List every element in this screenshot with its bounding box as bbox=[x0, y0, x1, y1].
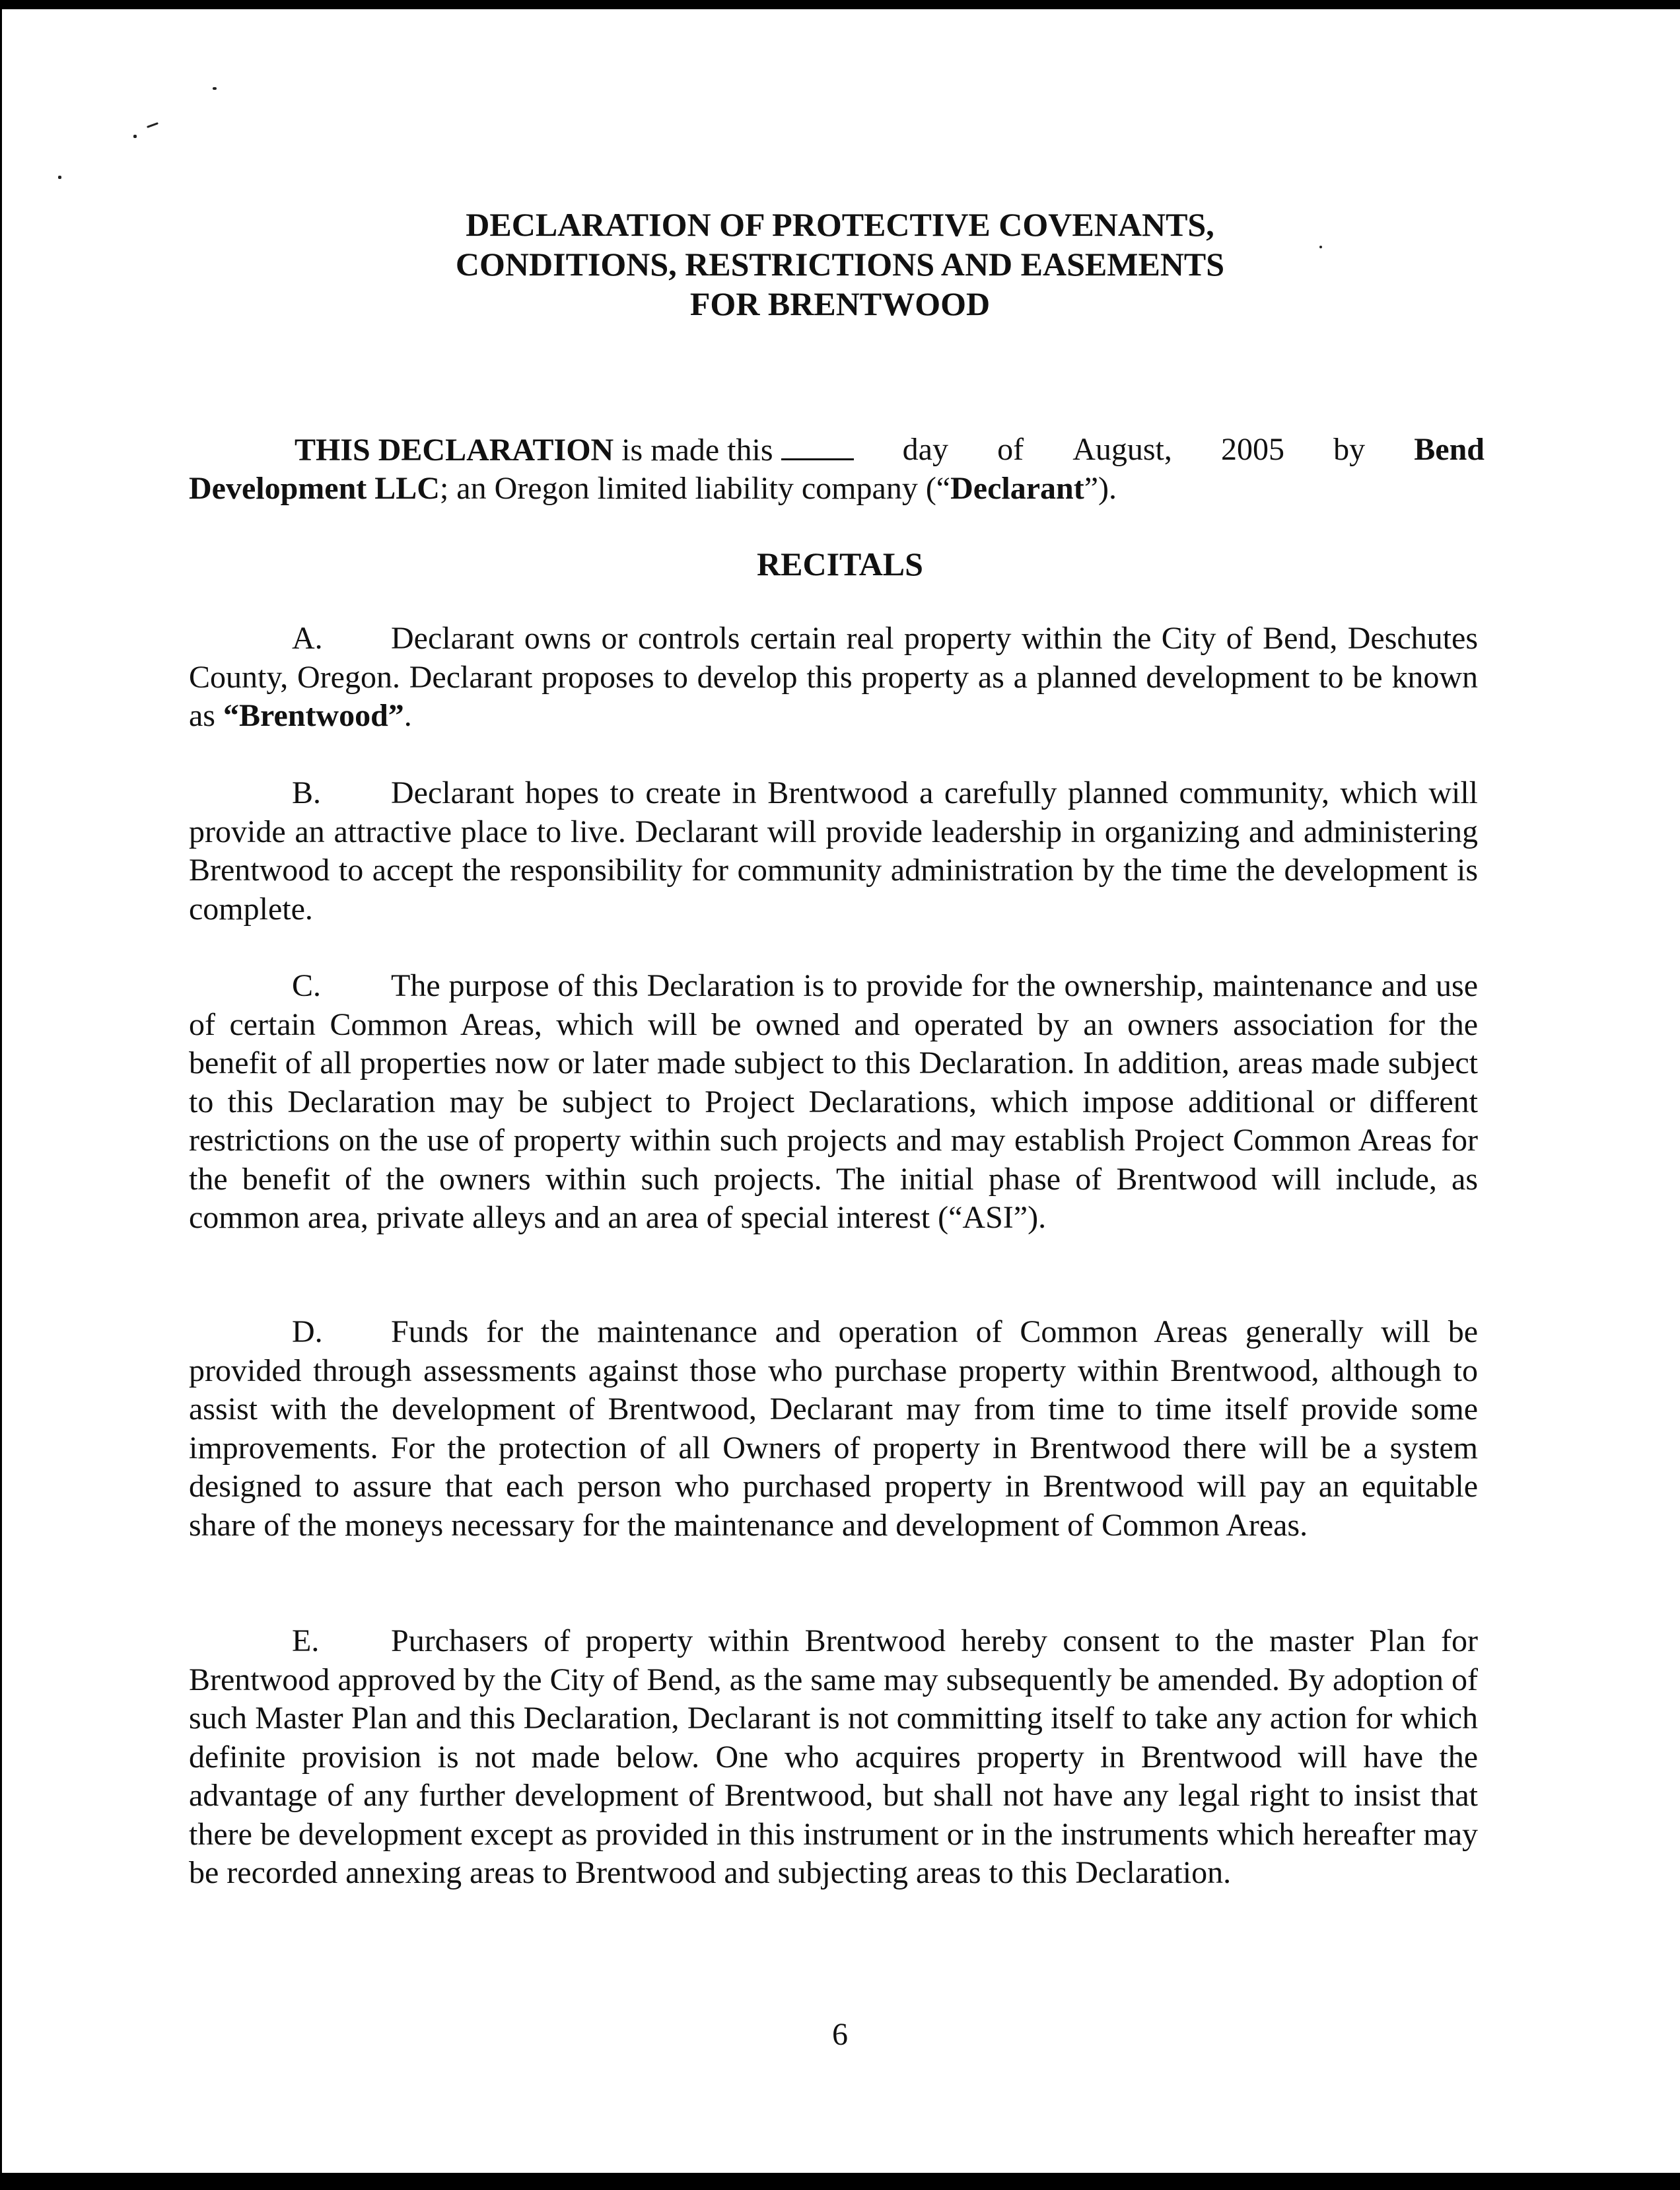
opening-lead: THIS DECLARATION bbox=[295, 433, 614, 468]
opening-year: 2005 bbox=[1221, 432, 1285, 467]
recital-e bbox=[189, 1622, 1478, 1893]
opening-party-second: Development LLC bbox=[189, 471, 440, 506]
scan-speck bbox=[213, 87, 217, 90]
title-line: DECLARATION OF PROTECTIVE COVENANTS, bbox=[466, 206, 1214, 243]
scan-border-bottom bbox=[0, 2173, 1680, 2190]
recital-d bbox=[189, 1313, 1478, 1545]
date-blank-line bbox=[781, 431, 854, 460]
page-number: 6 bbox=[832, 2017, 848, 2052]
recital-label: E. bbox=[292, 1623, 320, 1658]
title-line: CONDITIONS, RESTRICTIONS AND EASEMENTS bbox=[455, 246, 1225, 283]
recital-text: Declarant hopes to create in Brentwood a carefully planned community, which will provide an attractive place to live. Declarant will provide leadership in organizing and administering Brentwood to accept the responsibility for community administration by the time the development is complete. bbox=[189, 775, 1478, 927]
recital-b bbox=[189, 774, 1478, 929]
recital-text: Purchasers of property within Brentwood hereby consent to the master Plan for Brentwood approved by the City of Bend, as the same may subsequently be amended. By adoption of such Master Plan and this Declaration, Declarant is not committing itself to take any action for which definite provision is not made below. One who acquires property in Brentwood will have the advantage of any further development of Brentwood, but shall not have any legal right to insist that there be development except as provided in this instrument or in the instruments which hereafter may be recorded annexing areas to Brentwood and subjecting areas to this Declaration. bbox=[189, 1623, 1478, 1890]
opening-made-this: is made this bbox=[621, 433, 773, 468]
opening-month: August, bbox=[1072, 432, 1172, 467]
recital-c bbox=[189, 967, 1478, 1238]
document-title bbox=[0, 205, 1680, 324]
recital-label: A. bbox=[292, 621, 323, 656]
opening-of: of bbox=[997, 432, 1024, 467]
recital-a bbox=[189, 619, 1478, 736]
scan-speck bbox=[147, 122, 158, 128]
recital-label: B. bbox=[292, 775, 322, 810]
title-line: FOR BRENTWOOD bbox=[689, 285, 991, 322]
scan-border-top bbox=[0, 0, 1680, 9]
opening-day: day bbox=[902, 432, 948, 467]
scan-speck bbox=[133, 135, 137, 138]
recitals-heading: RECITALS bbox=[757, 546, 923, 583]
opening-paragraph bbox=[189, 431, 1485, 508]
recital-brentwood-name: “Brentwood” bbox=[223, 698, 404, 733]
opening-party-rest: ; an Oregon limited liability company (“ bbox=[439, 471, 951, 506]
opening-declarant: Declarant bbox=[950, 471, 1084, 506]
recital-text: The purpose of this Declaration is to provide for the ownership, maintenance and use of certain Common Areas, which will be owned and operated by an owners association for the benefit of all properties now or later made subject to this Declaration. In addition, areas made subject to this Declaration may be subject to Project Declarations, which impose additional or different restrictions on the use of property within such projects and may establish Project Common Areas for the benefit of the owners within such projects. The initial phase of Brentwood will include, as common area, private alleys and an area of special interest (“ASI”). bbox=[189, 968, 1478, 1235]
recital-text-end: . bbox=[403, 698, 412, 733]
recital-text: Funds for the maintenance and operation of Common Areas generally will be provided through assessments against those who purchase property within Brentwood, although to assist with the development of Brentwood, Declarant may from time to time itself provide some improvements. For the protection of all Owners of property in Brentwood there will be a system designed to assure that each person who purchased property in Brentwood will pay an equitable share of the moneys necessary for the maintenance and development of Common Areas. bbox=[189, 1314, 1478, 1543]
opening-closing: ”). bbox=[1084, 471, 1117, 506]
recital-label: C. bbox=[292, 968, 322, 1003]
opening-party-first: Bend bbox=[1414, 432, 1485, 467]
scan-speck bbox=[58, 176, 61, 179]
scan-border-left bbox=[0, 0, 2, 2190]
recital-text: Declarant owns or controls certain real property within the City of Bend, Deschutes County, Oregon. Declarant proposes to develop this property as a planned development to be known as bbox=[189, 621, 1478, 733]
opening-by: by bbox=[1333, 432, 1366, 467]
recital-label: D. bbox=[292, 1314, 323, 1349]
